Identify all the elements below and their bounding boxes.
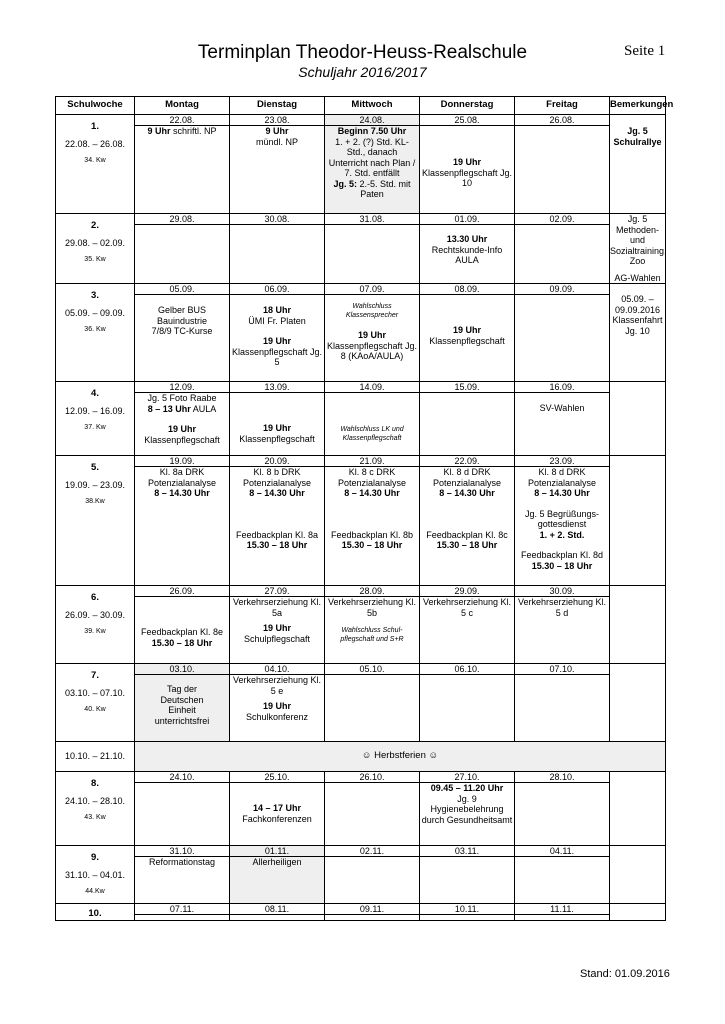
week-cell [56,586,135,664]
week-range: 24.10. – 28.10. [64,795,126,806]
event-text: Verkehrserziehung Kl. 5 c [422,597,512,618]
week-number: 7. [91,670,99,681]
event-text: Gelber BUS Bauindustrie 7/8/9 TC-Kurse [151,305,213,336]
day-date: 26.09. [135,586,229,597]
week-range: 12.09. – 16.09. [64,405,126,416]
event-time: 8 – 14.30 Uhr [249,488,305,498]
event-time: 8 – 14.30 Uhr [344,488,400,498]
event-text: Klassenpflegschaft Jg. 8 (KAoA/AULA) [326,340,418,361]
week-row-1 [56,115,666,214]
week-range: 31.10. – 04.01. [64,869,126,880]
day-cell-montag [135,214,230,284]
note-cell [610,382,666,456]
event-note: Wahlschluss Schul-pflegschaft und S+R [340,627,404,643]
event-time: 15.30 – 18 Uhr [151,637,213,648]
day-cell-mittwoch [325,772,420,846]
event-text: Verkehrserziehung Kl. 5a [232,597,322,618]
day-cell-dienstag [230,846,325,904]
stand-date: Stand: 01.09.2016 [580,968,670,980]
event-text: Kl. 8a DRK Potenzialanalyse [147,467,217,488]
day-cell-mittwoch [325,586,420,664]
day-date: 03.10. [135,664,229,675]
event-time: Beginn 7.50 Uhr [337,126,407,136]
day-cell-donnerstag [420,382,515,456]
day-date: 19.09. [135,456,229,467]
day-date: 08.09. [420,284,514,295]
col-header-mittwoch: Mittwoch [325,97,420,115]
day-date: 01.09. [420,214,514,225]
day-cell-dienstag [230,115,325,214]
week-number: 10. [88,908,102,919]
event-text: Jg. 5 Foto Raabe [147,393,217,403]
day-cell-mittwoch [325,115,420,214]
week-number: 5. [91,462,99,473]
day-cell-montag [135,115,230,214]
day-date: 04.10. [230,664,324,675]
day-date: 08.11. [230,904,324,915]
note-cell [610,846,666,904]
day-cell-donnerstag [420,664,515,742]
holiday-range: 10.10. – 21.10. [56,742,135,772]
day-date: 06.10. [420,664,514,675]
day-date: 28.10. [515,772,609,783]
week-row-10 [56,904,666,921]
event-time: 19 Uhr [262,336,291,346]
note-text: AG-Wahlen [614,272,661,283]
event-text: Schulpflegschaft [243,633,311,644]
note-cell [610,586,666,664]
event-time: 15.30 – 18 Uhr [531,560,593,571]
col-header-schulwoche: Schulwoche [56,97,135,115]
note-text: Jg. 5 Methoden- und Sozialtraining, Zoo [610,214,667,266]
week-cell [56,382,135,456]
note-cell [610,664,666,742]
event-text: Kl. 8 d DRK Potenzialanalyse [432,467,502,488]
day-cell-dienstag [230,772,325,846]
note-cell [610,904,666,921]
week-cell [56,664,135,742]
week-kw: 40. Kw [84,706,106,713]
week-range: 26.09. – 30.09. [64,609,126,620]
week-range: 03.10. – 07.10. [64,687,126,698]
day-date: 20.09. [230,456,324,467]
day-cell-mittwoch [325,846,420,904]
day-cell-donnerstag [420,904,515,921]
note-cell [610,115,666,214]
event-text: mündl. NP [255,136,299,147]
event-text: Reformationstag [148,857,216,867]
event-text: Fachkonferenzen [242,813,312,824]
day-date: 21.09. [325,456,419,467]
day-cell-freitag [515,456,610,586]
day-cell-montag [135,904,230,921]
day-cell-mittwoch [325,664,420,742]
day-cell-dienstag [230,284,325,382]
event-text: Feedbackplan Kl. 8e [140,627,224,637]
day-date: 11.11. [515,904,609,915]
week-row-2 [56,214,666,284]
day-cell-donnerstag [420,586,515,664]
event-time: 1. + 2. Std. [539,529,585,540]
day-date: 31.10. [135,846,229,857]
day-date: 14.09. [325,382,419,393]
day-cell-dienstag [230,456,325,586]
day-date: 30.09. [515,586,609,597]
event-time: 8 – 14.30 Uhr [439,488,495,498]
week-row-4 [56,382,666,456]
week-kw: 38.Kw [85,498,105,505]
note-cell [610,284,666,382]
week-row-6 [56,586,666,664]
week-cell [56,284,135,382]
event-time: 19 Uhr [452,325,481,335]
week-kw: 43. Kw [84,814,106,821]
day-date: 12.09. [135,382,229,393]
day-date: 26.08. [515,115,609,126]
event-time: 9 Uhr [265,126,289,136]
day-cell-montag [135,772,230,846]
event-text: Allerheiligen [252,857,302,867]
week-range: 19.09. – 23.09. [64,479,126,490]
day-cell-mittwoch [325,214,420,284]
note-text: Jg. 5 Schulrallye [613,126,662,147]
col-header-bemerkungen: Bemerkungen [610,97,666,115]
event-text: schriftl. NP [170,126,217,136]
event-time: 14 – 17 Uhr [252,803,302,813]
day-date: 06.09. [230,284,324,295]
week-number: 3. [91,290,99,301]
week-number: 8. [91,778,99,789]
day-date: 07.10. [515,664,609,675]
event-label: Jg. 5: [333,178,357,189]
event-note: Wahlschluss Klassensprecher [345,303,399,319]
day-cell-dienstag [230,904,325,921]
week-number: 6. [91,592,99,603]
day-date: 09.09. [515,284,609,295]
day-date: 31.08. [325,214,419,225]
holiday-label: ☺ Herbstferien ☺ [135,742,666,772]
day-cell-freitag [515,284,610,382]
week-kw: 35. Kw [84,256,106,263]
event-text: Klassenpflegschaft [239,433,315,444]
day-cell-montag [135,456,230,586]
week-row-5 [56,456,666,586]
event-note: Wahlschluss LK und Klassenpflegschaft [340,426,404,442]
day-date: 23.09. [515,456,609,467]
event-time: 19 Uhr [452,157,481,167]
day-date: 27.10. [420,772,514,783]
day-date: 01.11. [230,846,324,857]
event-time: 18 Uhr [262,305,291,315]
day-cell-donnerstag [420,846,515,904]
day-date: 24.10. [135,772,229,783]
week-number: 9. [91,852,99,863]
day-cell-montag [135,382,230,456]
event-time: 8 – 13 Uhr [147,403,191,414]
day-date: 15.09. [420,382,514,393]
week-kw: 36. Kw [84,326,106,333]
day-cell-montag [135,284,230,382]
day-cell-dienstag [230,382,325,456]
week-range: 22.08. – 26.08. [64,138,126,149]
event-time: 19 Uhr [167,424,196,434]
day-date: 02.11. [325,846,419,857]
week-row-9 [56,846,666,904]
day-date: 07.11. [135,904,229,915]
day-date: 09.11. [325,904,419,915]
event-text: Kl. 8 d DRK Potenzialanalyse [527,467,597,488]
day-cell-mittwoch [325,284,420,382]
day-cell-freitag [515,382,610,456]
page-label: Seite [624,43,654,59]
week-cell [56,904,135,921]
event-text: Klassenpflegschaft [144,434,220,445]
week-row-7 [56,664,666,742]
page-num: 1 [657,43,666,59]
day-date: 07.09. [325,284,419,295]
col-header-montag: Montag [135,97,230,115]
event-text: SV-Wahlen [539,403,585,413]
day-date: 29.09. [420,586,514,597]
event-text: Verkehrserziehung Kl. 5b [327,597,417,618]
event-time: 15.30 – 18 Uhr [436,540,498,550]
week-row-3 [56,284,666,382]
day-cell-freitag [515,904,610,921]
document-subtitle: Schuljahr 2016/2017 [298,64,427,80]
event-text: Kl. 8 c DRK Potenzialanalyse [337,467,407,488]
day-date: 02.09. [515,214,609,225]
note-text: 05.09. – 09.09.2016 Klassenfahrt Jg. 10 [612,294,663,336]
note-cell [610,214,666,284]
event-time: 19 Uhr [262,623,291,633]
event-text: Kl. 8 b DRK Potenzialanalyse [242,467,312,488]
week-cell [56,772,135,846]
note-cell [610,772,666,846]
day-cell-mittwoch [325,904,420,921]
week-cell [56,456,135,586]
day-cell-donnerstag [420,772,515,846]
day-date: 03.11. [420,846,514,857]
week-cell [56,214,135,284]
day-cell-donnerstag [420,115,515,214]
note-cell [610,456,666,586]
document-title: Terminplan Theodor-Heuss-Realschule [197,42,528,63]
col-header-dienstag: Dienstag [230,97,325,115]
day-cell-donnerstag [420,456,515,586]
event-time: 09.45 – 11.20 Uhr [430,783,504,793]
event-text: Klassenpflegschaft Jg. 10 [421,167,513,188]
day-cell-dienstag [230,664,325,742]
day-date: 28.09. [325,586,419,597]
day-date: 29.08. [135,214,229,225]
day-date: 10.11. [420,904,514,915]
event-text: Feedbackplan Kl. 8a [235,529,319,540]
day-cell-dienstag [230,586,325,664]
event-text: ÜMI Fr. Platen [248,315,306,326]
event-text: AULA [190,403,217,414]
day-date: 22.09. [420,456,514,467]
event-text: Jg. 9 Hygienebelehrung durch Gesundheitsamt [421,793,513,825]
event-time: 8 – 14.30 Uhr [534,488,590,498]
week-row-8 [56,772,666,846]
event-time: 8 – 14.30 Uhr [154,488,210,498]
event-time: 19 Uhr [262,423,291,433]
day-cell-freitag [515,846,610,904]
event-text: Feedbackplan Kl. 8d [520,550,604,560]
day-date: 05.10. [325,664,419,675]
event-text: Verkehrserziehung Kl. 5 e [232,675,322,696]
page-number [624,43,665,60]
event-text: Klassenpflegschaft Jg. 5 [231,346,323,367]
week-range: 29.08. – 02.09. [64,237,126,248]
col-header-freitag: Freitag [515,97,610,115]
day-cell-freitag [515,664,610,742]
week-number: 4. [91,388,99,399]
day-date: 25.08. [420,115,514,126]
week-kw: 44.Kw [85,888,105,895]
day-date: 04.11. [515,846,609,857]
day-cell-dienstag [230,214,325,284]
day-date: 30.08. [230,214,324,225]
day-date: 27.09. [230,586,324,597]
event-text: Feedbackplan Kl. 8c [426,529,508,540]
day-cell-montag [135,586,230,664]
holiday-row [56,742,666,772]
day-cell-freitag [515,772,610,846]
day-date: 22.08. [135,115,229,126]
day-cell-donnerstag [420,214,515,284]
week-kw: 39. Kw [84,628,106,635]
week-number: 2. [91,220,99,231]
col-header-donnerstag: Donnerstag [420,97,515,115]
day-date: 13.09. [230,382,324,393]
event-text: Jg. 5 Begrüßungs-gottesdienst [524,508,600,529]
day-cell-freitag [515,214,610,284]
week-kw: 34. Kw [84,157,106,164]
event-text: Schulkonferenz [245,711,309,722]
event-text: Rechtskunde-Info AULA [431,244,503,265]
event-time: 19 Uhr [262,701,291,711]
event-time: 13.30 Uhr [446,234,488,244]
event-text: 1. + 2. (?) Std. KL-Std., danach Unterricht nach Plan / 7. Std. entfällt [328,136,416,178]
event-time: 9 Uhr [147,126,171,136]
day-date: 05.09. [135,284,229,295]
event-text: Feedbackplan Kl. 8b [330,529,414,540]
day-cell-montag [135,846,230,904]
day-cell-freitag [515,586,610,664]
day-cell-mittwoch [325,382,420,456]
day-cell-montag [135,664,230,742]
day-date: 16.09. [515,382,609,393]
day-date: 24.08. [325,115,419,126]
week-kw: 37. Kw [84,424,106,431]
day-date: 23.08. [230,115,324,126]
event-time: 15.30 – 18 Uhr [341,540,403,550]
week-range: 05.09. – 09.09. [64,307,126,318]
day-date: 25.10. [230,772,324,783]
schedule-table [55,96,674,921]
event-text: 2.-5. Std. mit Paten [356,178,411,199]
header-row [56,97,666,115]
week-cell [56,846,135,904]
event-time: 19 Uhr [357,330,386,340]
event-text: Verkehrserziehung Kl. 5 d [517,597,607,618]
day-date: 26.10. [325,772,419,783]
day-cell-mittwoch [325,456,420,586]
day-cell-donnerstag [420,284,515,382]
week-cell [56,115,135,214]
week-number: 1. [91,121,99,132]
event-text: Tag der Deutschen Einheit unterrichtsfrei [154,684,210,726]
day-cell-freitag [515,115,610,214]
event-time: 15.30 – 18 Uhr [246,540,308,550]
event-text: Klassenpflegschaft [429,335,505,346]
